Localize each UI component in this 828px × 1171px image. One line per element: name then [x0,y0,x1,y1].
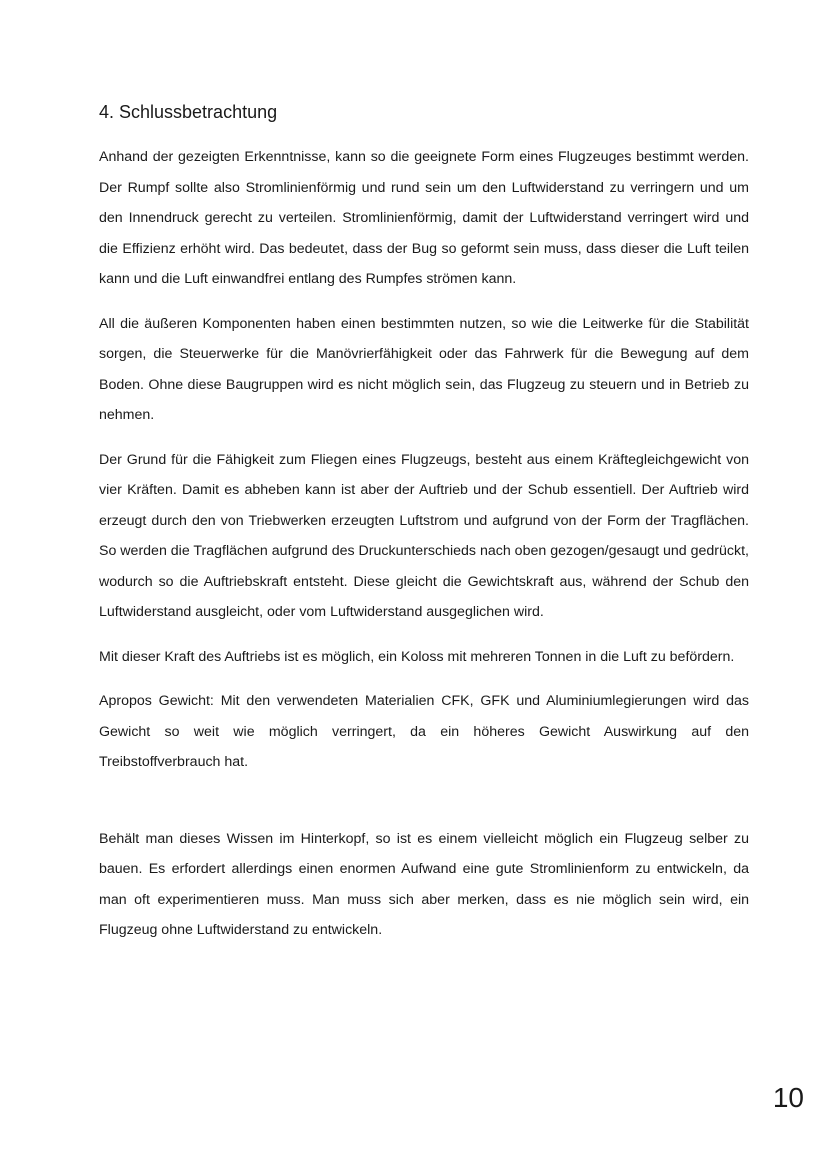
paragraph-forces-equilibrium: Der Grund für die Fähigkeit zum Fliegen eines Flugzeugs, besteht aus einem Kräftegleichgewicht von vier Kräften. Damit es abheben kann ist aber der Auftrieb und der Schub essentiell. Der Auftrieb wird erzeugt durch den von Triebwerken erzeugten Luftstrom und aufgrund von der Form der Tragflächen. So werden die Tragflächen aufgrund des Druckunterschieds nach oben gezogen/gesaugt und gedrückt, wodurch so die Auftriebskraft entsteht. Diese gleicht die Gewichtskraft aus, während der Schub den Luftwiderstand ausgleicht, oder vom Luftwiderstand ausgeglichen wird. [99,451,749,620]
paragraph-fuselage-shape: Anhand der gezeigten Erkenntnisse, kann so die geeignete Form eines Flugzeuges bestimmt werden. Der Rumpf sollte also Stromlinienförmig und rund sein um den Luftwiderstand zu verringern und um den Innendruck gerecht zu verteilen. Stromlinienförmig, damit der Luftwiderstand verringert wird und die Effizienz erhöht wird. Das bedeutet, dass der Bug so geformt sein muss, dass dieser die Luft teilen kann und die Luft einwandfrei entlang des Rumpfes strömen kann. [99,149,749,287]
section-body [99,142,749,960]
paragraph-conclusion: Behält man dieses Wissen im Hinterkopf, so ist es einem vielleicht möglich ein Flugzeug selber zu bauen. Es erfordert allerdings einen enormen Aufwand eine gute Stromlinienform zu entwickeln, da man oft experimentieren muss. Man muss sich aber merken, dass es nie möglich sein wird, ein Flugzeug ohne Luftwiderstand zu entwickeln. [99,830,749,938]
section-heading: 4. Schlussbetrachtung [99,102,278,122]
paragraph-external-components: All die äußeren Komponenten haben einen bestimmten nutzen, so wie die Leitwerke für die Stabilität sorgen, die Steuerwerke für die Manövrierfähigkeit oder das Fahrwerk für die Bewegung auf dem Boden. Ohne diese Baugruppen wird es nicht möglich sein, das Flugzeug zu steuern und in Betrieb zu nehmen. [99,315,749,423]
paragraph-lift-capability: Mit dieser Kraft des Auftriebs ist es möglich, ein Koloss mit mehreren Tonnen in die Luft zu befördern. [99,648,735,665]
page-number: 10 [772,1082,804,1113]
paragraph-weight-materials: Apropos Gewicht: Mit den verwendeten Materialien CFK, GFK und Aluminiumlegierungen wird das Gewicht so weit wie möglich verringert, da ein höheres Gewicht Auswirkung auf den Treibstoffverbrauch hat. [99,693,749,770]
